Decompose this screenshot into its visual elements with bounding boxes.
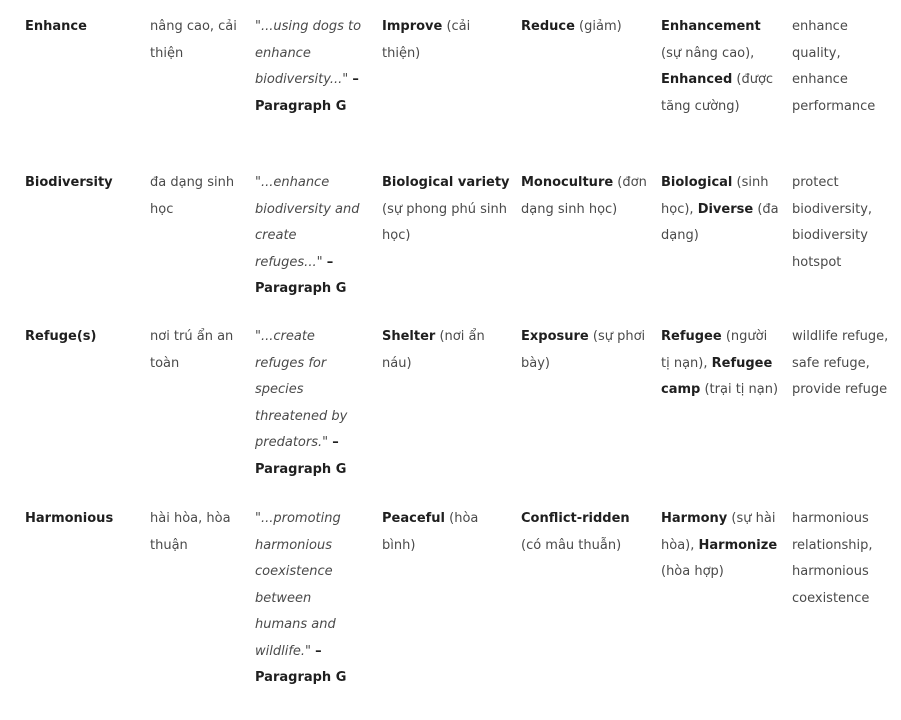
word-family	[661, 324, 779, 404]
collocations: wildlife refuge, safe refuge, provide refuge	[792, 329, 889, 397]
quote-reference: – Paragraph G	[255, 254, 347, 296]
word-family	[661, 506, 779, 586]
family-gloss: (sự nâng cao),	[661, 45, 755, 61]
vietnamese-meaning: hài hòa, hòa thuận	[150, 511, 231, 553]
word-family	[661, 14, 779, 120]
antonym-term: Reduce	[521, 19, 575, 34]
synonym-term: Peaceful	[382, 511, 446, 526]
quote-reference: – Paragraph G	[255, 643, 347, 685]
synonym	[382, 324, 510, 377]
synonym	[382, 170, 510, 250]
family-gloss: (sự hài hòa),	[661, 511, 776, 553]
vocab-word: Refuge(s)	[25, 329, 97, 344]
context-quote	[255, 506, 367, 692]
synonym-gloss: (nơi ẩn náu)	[382, 329, 485, 371]
antonym	[521, 14, 649, 41]
quote-reference: – Paragraph G	[255, 72, 359, 114]
quote-text: "...using dogs to enhance biodiversity..."	[255, 19, 362, 87]
context-quote	[255, 14, 367, 120]
antonym-gloss: (đơn dạng sinh học)	[521, 175, 647, 217]
antonym-gloss: (có mâu thuẫn)	[521, 537, 622, 553]
antonym-gloss: (giảm)	[574, 19, 622, 34]
family-term: Harmonize	[698, 537, 778, 553]
quote-reference: – Paragraph G	[255, 435, 347, 477]
family-term: Biological	[661, 175, 733, 190]
antonym	[521, 506, 649, 559]
family-term: Refugee camp	[661, 355, 773, 397]
collocations: harmonious relationship, harmonious coexistence	[792, 511, 873, 606]
family-term: Enhanced	[661, 72, 733, 87]
antonym-term: Monoculture	[521, 175, 614, 190]
synonym-term: Shelter	[382, 329, 436, 344]
vietnamese-meaning: nơi trú ẩn an toàn	[150, 329, 234, 371]
family-gloss: (được tăng cường)	[661, 72, 774, 114]
antonym	[521, 324, 649, 377]
context-quote	[255, 170, 367, 303]
family-gloss: (trại tị nạn)	[700, 382, 779, 397]
synonym-term: Biological variety	[382, 175, 510, 190]
vietnamese-meaning: nâng cao, cải thiện	[150, 19, 237, 61]
antonym-term: Exposure	[521, 329, 589, 344]
collocations: enhance quality, enhance performance	[792, 19, 876, 114]
quote-text: "...create refuges for species threatened by predators."	[255, 329, 348, 450]
vietnamese-meaning: đa dạng sinh học	[150, 175, 235, 217]
synonym-term: Improve	[382, 19, 443, 34]
family-term: Diverse	[697, 201, 754, 217]
antonym	[521, 170, 649, 223]
quote-text: "...promoting harmonious coexistence between humans and wildlife."	[255, 511, 341, 659]
synonym-gloss: (sự phong phú sinh học)	[382, 201, 508, 243]
antonym-gloss: (sự phơi bày)	[521, 329, 646, 371]
family-gloss: (đa dạng)	[661, 201, 779, 243]
collocations: protect biodiversity, biodiversity hotspot	[792, 175, 873, 270]
synonym-gloss: (cải thiện)	[382, 19, 471, 61]
family-term: Refugee	[661, 329, 722, 344]
antonym-term: Conflict-ridden	[521, 511, 630, 526]
vocab-word: Biodiversity	[25, 175, 113, 190]
quote-text: "...enhance biodiversity and create refuges..."	[255, 175, 360, 270]
vocab-word: Enhance	[25, 19, 87, 34]
word-family	[661, 170, 779, 250]
family-term: Enhancement	[661, 19, 761, 34]
vocab-word: Harmonious	[25, 511, 114, 526]
synonym	[382, 506, 510, 559]
family-term: Harmony	[661, 511, 728, 526]
synonym	[382, 14, 510, 67]
family-gloss: (hòa hợp)	[661, 564, 724, 579]
family-gloss: (người tị nạn),	[661, 329, 768, 371]
family-gloss: (sinh học),	[661, 175, 769, 217]
context-quote	[255, 324, 367, 483]
synonym-gloss: (hòa bình)	[382, 511, 479, 553]
